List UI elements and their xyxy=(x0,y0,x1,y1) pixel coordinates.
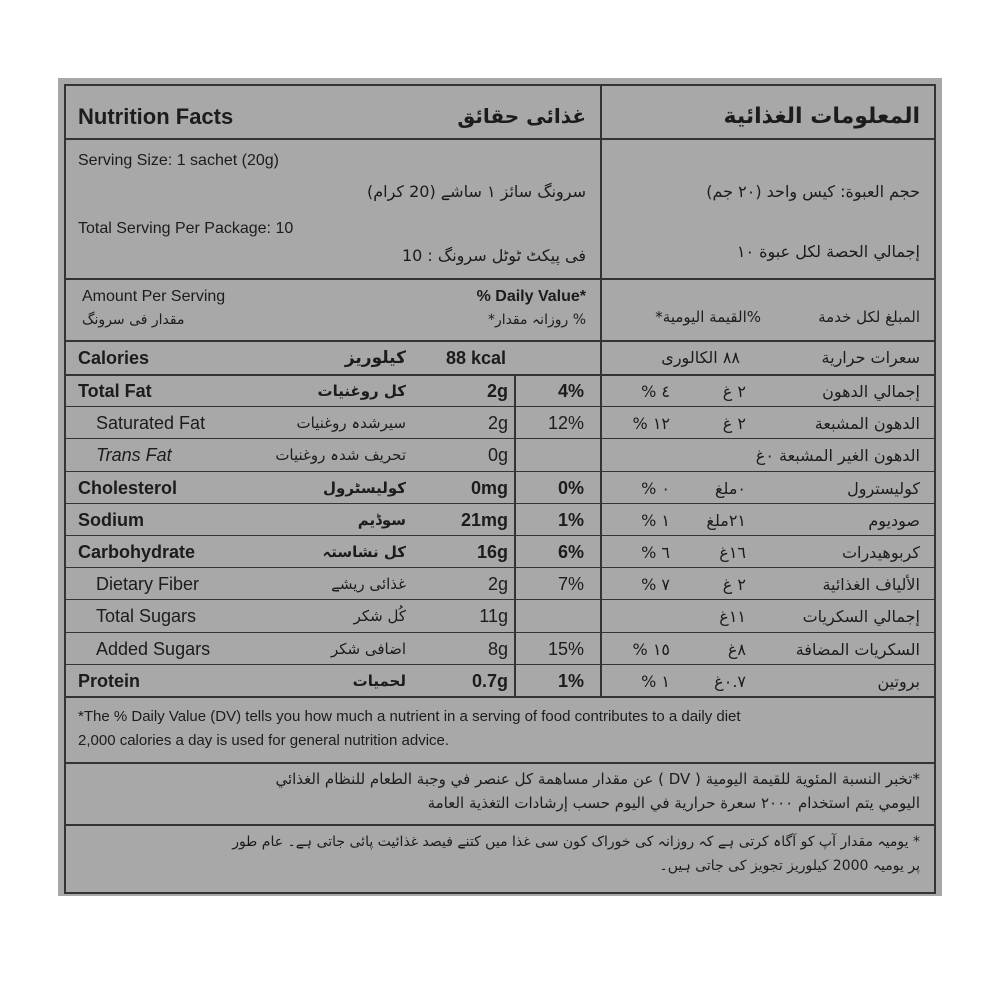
row-divider xyxy=(66,535,934,536)
nutrient-amount-arabic: ٢ غ xyxy=(722,414,746,434)
nutrient-name-english: Added Sugars xyxy=(96,638,211,659)
title-urdu: غذائی حقائق xyxy=(457,104,586,128)
row-divider xyxy=(66,632,934,633)
nutrient-name-english: Protein xyxy=(78,670,141,691)
row-divider xyxy=(66,406,934,407)
footnote-urdu-line2: پر یومیہ 2000 کیلوریز تجویز کی جاتی ہیں۔ xyxy=(659,858,920,874)
nutrient-name-arabic: السكريات المضافة xyxy=(795,639,920,659)
nutrient-name-urdu: کل روغنیات xyxy=(317,382,406,400)
nutrient-daily-value-arabic: ١ % xyxy=(641,510,670,530)
nutrient-daily-value: 12% xyxy=(547,413,584,434)
title-english: Nutrition Facts xyxy=(78,104,234,129)
nutrient-amount: 0mg xyxy=(470,477,508,498)
nutrient-name-arabic: إجمالي الدهون xyxy=(822,382,920,401)
nutrient-daily-value-arabic: ٤ % xyxy=(641,382,670,401)
nutrient-name-urdu: سیرشدہ روغنیات xyxy=(296,414,406,433)
calories-value-arabic: ٨٨ الكالورى xyxy=(661,348,740,367)
column-header-divider xyxy=(66,340,934,342)
calories-label-english: Calories xyxy=(78,348,150,368)
nutrient-name-arabic: الدهون المشبعة xyxy=(814,414,920,434)
nutrient-amount-arabic: ٢ غ xyxy=(722,575,746,595)
row-divider xyxy=(66,438,934,439)
nutrient-name-english: Saturated Fat xyxy=(96,413,206,434)
nutrient-name-arabic: صوديوم xyxy=(868,510,920,530)
nutrient-amount: 0.7g xyxy=(471,670,508,691)
nutrient-daily-value: 6% xyxy=(557,542,584,562)
nutrient-amount-arabic: ٨غ xyxy=(727,639,746,659)
nutrient-daily-value: 0% xyxy=(557,477,584,498)
nutrient-name-urdu: کُل شکر xyxy=(353,607,406,626)
row-divider xyxy=(66,664,934,665)
nutrient-daily-value-arabic: ٧ % xyxy=(641,575,670,595)
nutrient-name-urdu: تحریف شدہ روغنیات xyxy=(275,446,406,465)
amount-per-serving-arabic: المبلغ لكل خدمة xyxy=(818,308,920,326)
nutrient-daily-value-arabic: ١ % xyxy=(641,671,670,691)
nutrient-name-urdu: سوڈیم xyxy=(357,510,406,529)
nutrient-name-arabic: بروتين xyxy=(877,671,920,691)
serving-size-english: Serving Size: 1 sachet (20g) xyxy=(78,152,279,169)
nutrient-amount-arabic: ٠ملغ xyxy=(715,478,746,498)
nutrient-amount-arabic: ٢ غ xyxy=(722,382,746,401)
nutrient-amount: 2g xyxy=(486,381,508,401)
nutrient-name-urdu: غذائی ریشے xyxy=(331,575,406,594)
nutrient-daily-value-arabic: ٦ % xyxy=(641,543,670,562)
row-divider xyxy=(66,599,934,600)
nutrient-amount-arabic: ١٦غ xyxy=(719,543,746,562)
nutrient-daily-value: 4% xyxy=(557,381,584,401)
nutrient-amount: 2g xyxy=(487,574,508,595)
nutrient-daily-value: 1% xyxy=(557,509,584,530)
nutrient-amount: 21mg xyxy=(460,509,508,530)
nutrient-name-english: Total Sugars xyxy=(96,606,197,627)
servings-per-package-urdu: فی پیکٹ ٹوٹل سرونگ : 10 xyxy=(401,246,586,265)
nutrient-daily-value: 15% xyxy=(547,638,584,659)
nutrient-amount-arabic: ١١غ xyxy=(719,607,746,627)
nutrient-amount: 11g xyxy=(479,606,508,627)
nutrient-daily-value-arabic: ١٢ % xyxy=(632,414,670,434)
amount-per-serving-english: Amount Per Serving xyxy=(82,288,226,305)
daily-value-urdu: % روزانہ مقدار* xyxy=(487,312,586,328)
calories-label-urdu: کیلوریز xyxy=(344,348,406,368)
nutrient-daily-value: 7% xyxy=(557,574,584,595)
nutrient-name-english: Trans Fat xyxy=(96,445,172,466)
footnote-divider-3 xyxy=(66,824,934,826)
nutrient-name-urdu: اضافی شکر xyxy=(330,639,406,658)
calories-value: 88 kcal xyxy=(445,348,506,368)
daily-value-english: % Daily Value* xyxy=(476,288,586,305)
nutrient-name-english: Sodium xyxy=(78,509,144,530)
nutrient-name-urdu: کولیسٹرول xyxy=(323,478,406,497)
nutrient-name-arabic: الألياف الغذائية xyxy=(822,575,920,595)
row-divider xyxy=(66,503,934,504)
nutrient-name-english: Dietary Fiber xyxy=(96,574,200,595)
header-divider xyxy=(66,138,934,140)
nutrient-name-arabic: كربوهيدرات xyxy=(841,543,920,562)
nutrient-name-urdu: لحمیات xyxy=(352,671,406,690)
nutrient-amount: 2g xyxy=(487,413,508,434)
serving-size-urdu: سرونگ سائز ١ ساشے (20 کرام) xyxy=(366,182,586,201)
row-divider xyxy=(66,567,934,568)
nutrient-name-arabic: الدهون الغير المشبعة ٠غ xyxy=(755,446,920,466)
nutrient-amount: 0g xyxy=(487,445,508,466)
calories-label-arabic: سعرات حرارية xyxy=(821,348,920,367)
nutrient-amount: 16g xyxy=(476,542,508,562)
nutrition-table xyxy=(64,84,936,894)
nutrient-daily-value-arabic: ٠ % xyxy=(641,478,670,498)
nutrient-name-arabic: كوليسترول xyxy=(847,478,920,498)
calories-divider xyxy=(66,374,934,376)
serving-divider xyxy=(66,278,934,280)
daily-value-arabic: %القيمة اليومية* xyxy=(655,308,761,326)
servings-per-package-english: Total Serving Per Package: 10 xyxy=(78,220,294,237)
footnote-english-line2: 2,000 calories a day is used for general nutrition advice. xyxy=(78,732,450,749)
serving-size-arabic: حجم العبوة: كيس واحد (٢٠ جم) xyxy=(706,182,920,201)
nutrient-amount: 8g xyxy=(487,638,508,659)
nutrient-name-arabic: إجمالي السكريات xyxy=(802,607,920,627)
footnote-arabic-line2: اليومي يتم استخدام ٢٠٠٠ سعرة حرارية في اليوم حسب إرشادات التغذية العامة xyxy=(427,794,920,812)
footnote-divider-2 xyxy=(66,762,934,764)
servings-per-package-arabic: إجمالي الحصة لكل عبوة ١٠ xyxy=(736,242,920,261)
title-arabic: المعلومات الغذائية xyxy=(723,104,920,129)
nutrient-amount-arabic: ٠.٧غ xyxy=(714,671,746,691)
footnote-urdu-line1: * یومیہ مقدار آپ کو آگاہ کرتی ہے کہ روزانہ کی خوراک کون سی غذا میں کتنے فیصد غذائیت پائی جاتی ہے۔ عام طور xyxy=(232,834,920,850)
nutrient-amount-arabic: ٢١ملغ xyxy=(706,510,746,530)
row-divider xyxy=(66,471,934,472)
nutrient-daily-value-arabic: ١٥ % xyxy=(632,639,670,659)
nutrient-name-english: Carbohydrate xyxy=(78,542,196,562)
footnote-english-line1: *The % Daily Value (DV) tells you how much a nutrient in a serving of food contributes to a daily diet xyxy=(78,708,741,725)
nutrient-name-english: Cholesterol xyxy=(78,477,178,498)
nutrient-daily-value: 1% xyxy=(557,670,584,691)
footnote-divider xyxy=(66,696,934,698)
amount-per-serving-urdu: مقدار فی سرونگ xyxy=(82,312,185,328)
column-divider xyxy=(600,86,602,696)
footnote-arabic-line1: *تخبر النسبة المئوية للقيمة اليومية ( DV ) عن مقدار مساهمة كل عنصر في وجبة الطعام للنظام الغذائي xyxy=(275,770,920,788)
nutrient-name-english: Total Fat xyxy=(78,381,152,401)
nutrient-name-urdu: کل نشاستہ xyxy=(322,543,406,561)
